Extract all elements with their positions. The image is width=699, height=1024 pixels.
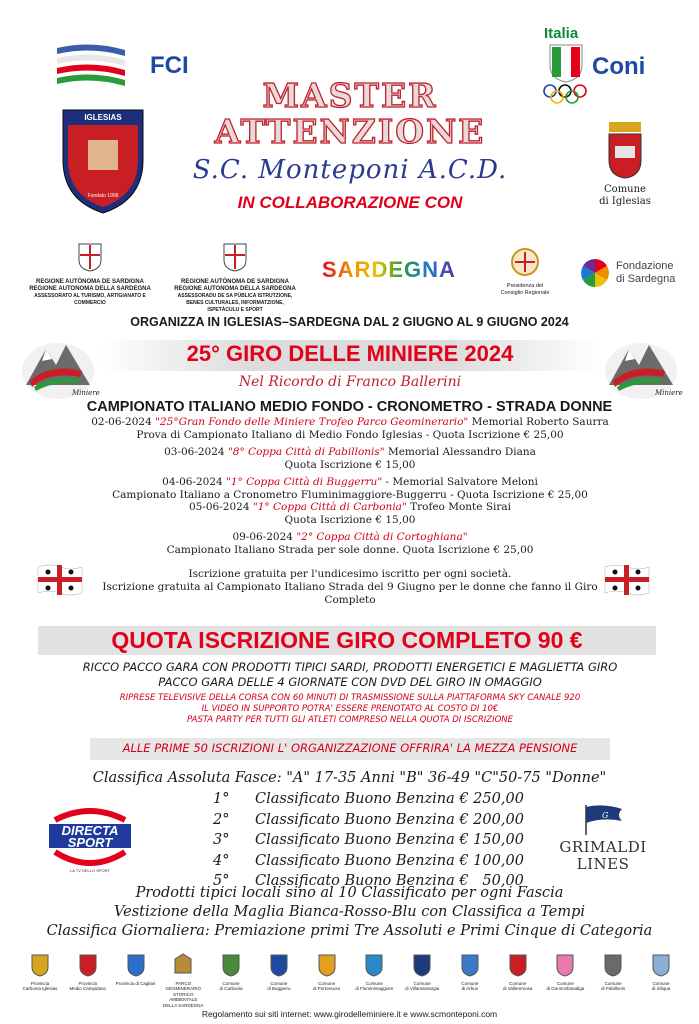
giro-miniere-logo-left: [20, 335, 100, 401]
emblem-label: di Villamassargia: [405, 986, 440, 991]
prize-position: 5°: [213, 873, 230, 889]
event-title: "25°Gran Fondo delle Miniere Trofeo Parco Geominerario": [155, 416, 469, 428]
event-title: "8° Coppa Città di Pabillonis": [227, 446, 385, 458]
crest-icon: [173, 953, 193, 977]
directa-sport-logo: [45, 802, 135, 874]
presidenza-l1: Presidenza del: [506, 283, 544, 289]
classifica-header: Classifica Assoluta Fasce: "A" 17-35 Anni "B" 36-49 "C"50-75 "Donne": [92, 770, 607, 786]
prize-text: Classificato Buono Benzina € 250,00: [255, 791, 524, 807]
classifica-line-2: Vestizione della Maglia Bianca-Rosso-Blu con Classifica a Tempi: [114, 904, 585, 920]
reg2-l1: REGIONE AUTÒNOMA DE SARDIGNA: [181, 279, 289, 285]
events-list: [60, 416, 640, 556]
shield-founded: Fondato 1998: [87, 193, 119, 199]
emblem-label: Comune: [318, 980, 336, 986]
prize-text: Classificato Buono Benzina € 150,00: [255, 832, 524, 848]
comune-iglesias-l2: di Iglesias: [599, 196, 651, 207]
directa-line2: SPORT: [67, 835, 113, 850]
prize-position: 2°: [213, 811, 230, 828]
event-line: [60, 514, 640, 527]
event-text: Quota Iscrizione € 15,00: [284, 458, 416, 471]
event-line: [60, 489, 640, 502]
prize-row: [213, 789, 533, 810]
crest-icon: [30, 953, 50, 977]
pacco-line-1: RICCO PACCO GARA CON PRODOTTI TIPICI SARDI, PRODOTTI ENERGETICI E MAGLIETTA GIRO: [82, 660, 618, 674]
crest-icon: [126, 953, 146, 977]
presidenza-logo: [490, 246, 560, 297]
giro-ricordo: Nel Ricordo di Franco Ballerini: [238, 374, 462, 390]
crest-icon: [555, 953, 575, 977]
reg1-l1: REGIONE AUTÒNOMA DE SARDIGNA: [36, 279, 144, 285]
event-memorial: Trofeo Monte Sirai: [406, 501, 512, 513]
reg2-l2: REGIONE AUTONOMA DELLA SARDEGNA: [174, 286, 296, 292]
free-line-2: Iscrizione gratuita al Campionato Italiano Strada del 9 Giugno per le donne che fanno il Giro Completo: [102, 581, 598, 606]
prize-position: 4°: [213, 852, 230, 869]
fondazione-logo: [580, 258, 675, 288]
emblem-item: [18, 953, 62, 1003]
comune-iglesias: [590, 120, 660, 208]
event-line: [60, 531, 640, 544]
emblem-label: Provincia di Cagliari: [115, 980, 156, 986]
event-text: Prova di Campionato Italiano di Medio Fondo Iglesias - Quota Iscrizione € 25,00: [136, 428, 564, 441]
logo-miniere-text: Miniere: [72, 389, 100, 397]
mezza-pensione: ALLE PRIME 50 ISCRIZIONI L' ORGANIZZAZIONE OFFRIRA' LA MEZZA PENSIONE: [122, 741, 578, 755]
regione-istruzione-logo: [170, 242, 300, 314]
pacco-gara: [40, 660, 660, 690]
organizza-line: ORGANIZZA IN IGLESIAS–SARDEGNA DAL 2 GIUGNO AL 9 GIUGNO 2024: [130, 315, 569, 329]
crest-icon: [221, 953, 241, 977]
coni-label: Coni: [592, 53, 646, 80]
club-name: S.C. Monteponi A.C.D.: [192, 155, 508, 185]
emblem-label: Carbonia Iglesias: [22, 986, 58, 991]
event-text: 04-06-2024: [162, 476, 227, 488]
shield-label: IGLESIAS: [84, 113, 122, 122]
grimaldi-flag-icon: [578, 805, 628, 835]
fci-label: FCI: [150, 52, 189, 79]
event-title: "1° Coppa Città di Buggerru": [226, 476, 383, 488]
crest-icon: [317, 953, 337, 977]
prize-text: Classificato Buono Benzina € 200,00: [255, 811, 524, 828]
emblem-label: STORICO AMBIENTALE: [169, 991, 198, 1002]
collab-text: IN COLLABORAZIONE CON: [237, 193, 463, 212]
logo-miniere-text: Miniere: [655, 389, 683, 397]
emblem-label: di Pabillonis: [601, 986, 626, 991]
pacco-line-2: PACCO GARA DELLE 4 GIORNATE CON DVD DEL GIRO IN OMAGGIO: [158, 675, 542, 689]
prize-row: [213, 810, 533, 831]
free-line-1: Iscrizione gratuita per l'undicesimo iscritto per ogni società.: [188, 568, 512, 580]
emblem-item: [352, 953, 396, 1003]
title-master: MASTER: [262, 76, 438, 115]
event-line: [60, 446, 640, 459]
crest-icon: [508, 953, 528, 977]
emblem-label: di Valleremosa: [502, 986, 533, 991]
emblem-label: di Siliqua: [651, 986, 671, 991]
riprese-line-3: PASTA PARTY PER TUTTI GLI ATLETI COMPRESO NELLA QUOTA DI ISCRIZIONE: [186, 715, 514, 725]
fondazione-l1: Fondazione: [616, 260, 674, 272]
emblem-item: [209, 953, 253, 1003]
emblem-label: Provincia: [30, 980, 50, 986]
presidenza-l2: Consiglio Regionale: [500, 290, 550, 296]
emblem-label: Comune: [509, 980, 527, 986]
campionato-heading: CAMPIONATO ITALIANO MEDIO FONDO - CRONOMETRO - STRADA DONNE: [86, 399, 613, 415]
event-text: 09-06-2024: [232, 531, 297, 543]
crest-icon: [412, 953, 432, 977]
regolamento-footer: Regolamento sui siti internet: www.girodelleminiere.it e www.scmonteponi.com: [201, 1009, 498, 1019]
emblem-item: [305, 953, 349, 1003]
emblem-item: [639, 953, 683, 1003]
emblem-item: [161, 953, 205, 1008]
crest-icon: [651, 953, 671, 977]
presidenza-crest-icon: [510, 246, 540, 280]
riprese-line-2: IL VIDEO IN SUPPORTO POTRA' ESSERE PRENOTATO AL COSTO DI 10€: [201, 704, 499, 714]
event-title: "1° Coppa Città di Carbonia": [252, 501, 407, 513]
emblem-label: Comune: [556, 980, 574, 986]
coni-logo: [540, 25, 660, 105]
emblem-label: Comune: [604, 980, 622, 986]
event-text: Campionato Italiano Strada per sole donne. Quota Iscrizione € 25,00: [166, 543, 534, 556]
grimaldi-lines-logo: [548, 805, 658, 873]
free-registration-notes: [100, 568, 600, 607]
emblem-item: [543, 953, 587, 1003]
prize-row: [213, 830, 533, 851]
classifica-line-3: Classifica Giornaliera: Premiazione primi Tre Assoluti e Primi Cinque di Categoria: [46, 923, 653, 939]
coni-italia: Italia: [544, 25, 579, 42]
event-line: [60, 459, 640, 472]
emblem-label: Comune: [365, 980, 383, 986]
emblem-item: [400, 953, 444, 1003]
event-memorial: Memorial Roberto Saurra: [468, 416, 609, 428]
emblem-label: Comune: [652, 980, 670, 986]
emblem-item: [66, 953, 110, 1003]
event-text: Campionato Italiano a Cronometro Fluminimaggiore-Buggerru - Quota Iscrizione € 25,00: [112, 488, 588, 501]
emblem-label: Comune: [270, 980, 288, 986]
prize-row: [213, 851, 533, 872]
sardinia-flag-icon: [38, 563, 82, 597]
emblem-label: di Gonnosfanadiga: [546, 986, 585, 991]
emblem-label: di Carbonia: [219, 986, 243, 991]
event-text: 05-06-2024: [188, 501, 253, 513]
giro-miniere-logo-right: [603, 335, 683, 401]
event-title: "2° Coppa Città di Cortoghiana": [296, 531, 468, 543]
classifica-line-1: Prodotti tipici locali sino al 10 Classificato per ogni Fascia: [135, 885, 564, 901]
crest-icon: [364, 953, 384, 977]
event-line: [60, 429, 640, 442]
event-line: [60, 476, 640, 489]
comune-iglesias-l1: Comune: [604, 184, 646, 195]
event-line: [60, 501, 640, 514]
emblem-label: Comune: [222, 980, 240, 986]
prize-text: Classificato Buono Benzina € 100,00: [255, 852, 524, 869]
crest-icon: [603, 953, 623, 977]
event-text: 03-06-2024: [164, 446, 228, 458]
emblem-item: [114, 953, 158, 1003]
iglesias-club-shield: [58, 105, 148, 215]
crest-icon: [269, 953, 289, 977]
coni-shield-icon: [546, 43, 586, 83]
fondazione-icon: [580, 258, 610, 288]
giro-title: 25° GIRO DELLE MINIERE 2024: [186, 341, 514, 366]
iglesias-crest-icon: [605, 120, 645, 180]
emblem-label: di Arbus: [461, 986, 479, 991]
emblem-item: [257, 953, 301, 1003]
prize-position: 1°: [213, 791, 230, 807]
regione-emblem-icon: [222, 242, 248, 272]
event-line: [60, 416, 640, 429]
crest-icon: [78, 953, 98, 977]
emblem-item: [496, 953, 540, 1003]
emblem-label: di Fluminimaggiore: [355, 986, 394, 991]
emblem-label: DELLA SARDEGNA: [163, 1002, 204, 1008]
regione-turismo-logo: [25, 242, 155, 307]
classifica-notes: [0, 884, 699, 941]
prize-list: [213, 789, 533, 892]
fondazione-l2: di Sardegna: [616, 273, 676, 285]
emblem-label: Comune: [461, 980, 479, 986]
sardegna-text: SARDEGNA: [322, 257, 456, 282]
event-text: 02-06-2024: [91, 416, 156, 428]
event-text: Quota Iscrizione € 15,00: [284, 513, 416, 526]
directa-tag: LA TV DELLO SPORT: [70, 868, 110, 873]
reg1-l3: ASSESSORATO AL TURISMO, ARTIGIANATO E COMMERCIO: [34, 293, 146, 306]
fci-logo: [55, 42, 127, 86]
emblem-item: [448, 953, 492, 1003]
emblem-label: Comune: [413, 980, 431, 986]
prize-position: 3°: [213, 832, 230, 848]
riprese-line-1: RIPRESE TELEVISIVE DELLA CORSA CON 60 MINUTI DI TRASMISSIONE SULLA PIATTAFORMA SKY CANALE 920: [119, 693, 581, 703]
title-attenzione: ATTENZIONE: [214, 112, 486, 151]
riprese-notes: [40, 693, 660, 726]
sardinia-flag-icon: [605, 563, 649, 597]
emblem-label: di Buggerru: [267, 986, 291, 991]
sardegna-logo: [322, 257, 456, 283]
grimaldi-l1: GRIMALDI: [559, 838, 647, 856]
directa-line1: DIRECTA: [61, 823, 119, 838]
emblem-label: di Portoscuso: [312, 986, 341, 991]
event-memorial: - Memorial Salvatore Meloni: [382, 476, 538, 488]
quota-title: QUOTA ISCRIZIONE GIRO COMPLETO 90 €: [111, 627, 583, 653]
emblem-label: Medio Campidano: [69, 986, 107, 991]
reg2-l3: ASSESSORADU DE SA PÙBLICA ISTRUTZIONE, BENES CULTURALES, INFORMATZIONE, ISPETÀCULU E SPORT: [177, 293, 293, 313]
emblem-label: Provincia: [78, 980, 98, 986]
crest-icon: [460, 953, 480, 977]
page-title: [150, 78, 550, 150]
emblem-label: PARCO GEOMINERARIO: [165, 980, 202, 991]
grimaldi-l2: LINES: [576, 855, 630, 873]
event-line: [60, 544, 640, 557]
svg-text:G: G: [602, 811, 609, 820]
reg1-l2: REGIONE AUTONOMA DELLA SARDEGNA: [29, 286, 151, 292]
prize-text: Classificato Buono Benzina € 50,00: [255, 873, 524, 889]
event-memorial: Memorial Alessandro Diana: [384, 446, 536, 458]
regione-emblem-icon: [77, 242, 103, 272]
emblem-item: [591, 953, 635, 1003]
municipal-emblems-row: [18, 953, 683, 1008]
